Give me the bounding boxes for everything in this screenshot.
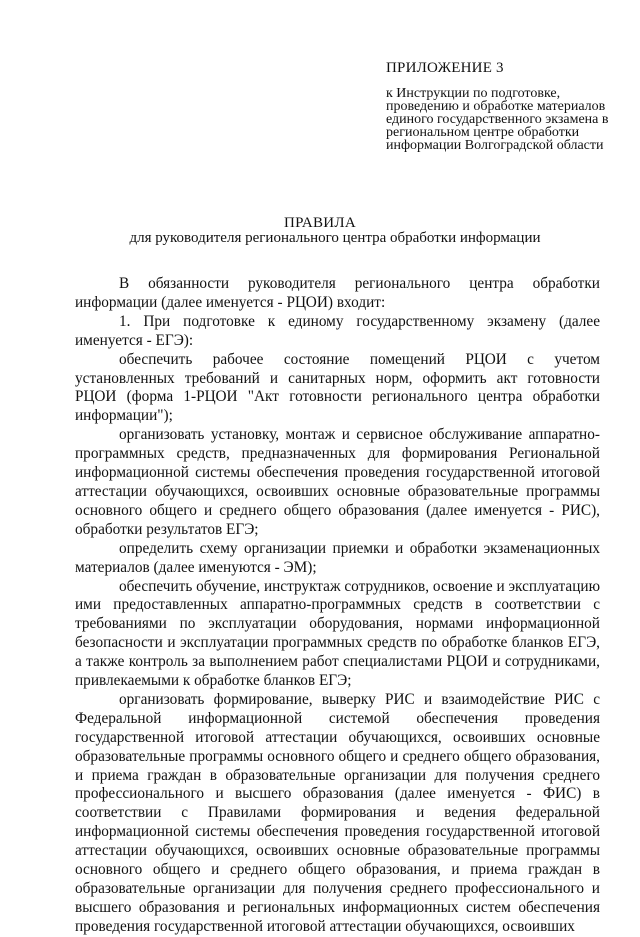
appendix-reference: к Инструкции по подготовке, проведению и обработке материалов единого государственного экзамена в региональном центре обработки информации Волгоградской области bbox=[386, 86, 609, 153]
paragraph-ris-formation: организовать формирование, выверку РИС и взаимодействие РИС с Федеральной информационной системой обеспечения проведения государственной итоговой аттестации обучающихся, освоивших основные образовательные программы основного общего и среднего общего образования, и приема граждан в образовательные организации для получения среднего профессионального и высшего образования (далее именуется - ФИС) в соответствии с Правилами формирования и ведения федеральной информационной системы обеспечения проведения государственной итоговой аттестации обучающихся, освоивших основные образовательные программы основного общего и среднего общего образования, и приема граждан в образовательные организации для получения среднего профессионального и высшего образования и региональных информационных систем обеспечения проведения государственной итоговой аттестации обучающихся, освоивших bbox=[75, 690, 600, 935]
paragraph-installation: организовать установку, монтаж и сервисное обслуживание аппаратно-программных средств, предназначенных для формирования Региональной информационной системы обеспечения проведения государственной итоговой аттестации обучающихся, освоивших основные образовательные программы основного общего и среднего общего образования (далее именуется - РИС), обработки результатов ЕГЭ; bbox=[75, 426, 600, 538]
document-body bbox=[75, 275, 600, 937]
paragraph-scheme: определить схему организации приемки и обработки экзаменационных материалов (далее именуются - ЭМ); bbox=[75, 539, 600, 576]
paragraph-intro: В обязанности руководителя регионального центра обработки информации (далее именуется - РЦОИ) входит: bbox=[75, 275, 600, 311]
document-subtitle: для руководителя регионального центра обработки информации bbox=[129, 230, 541, 246]
paragraph-section-1: 1. При подготовке к единому государственному экзамену (далее именуется - ЕГЭ): bbox=[75, 312, 600, 349]
document-title: ПРАВИЛА bbox=[283, 215, 357, 231]
paragraph-training: обеспечить обучение, инструктаж сотрудников, освоение и эксплуатацию ими предоставленных аппаратно-программных средств в соответствии с требованиями по эксплуатации оборудования, нормами информационной безопасности и эксплуатации программных средств по обработке бланков ЕГЭ, а также контроль за выполнением работ специалистами РЦОИ и сотрудниками, привлекаемыми к обработке бланков ЕГЭ; bbox=[75, 577, 601, 690]
appendix-title: ПРИЛОЖЕНИЕ 3 bbox=[386, 60, 504, 76]
paragraph-premises: обеспечить рабочее состояние помещений РЦОИ с учетом установленных требований и санитарных норм, оформить акт готовности РЦОИ (форма 1-РЦОИ "Акт готовности регионального центра обработки информации"); bbox=[75, 350, 600, 425]
